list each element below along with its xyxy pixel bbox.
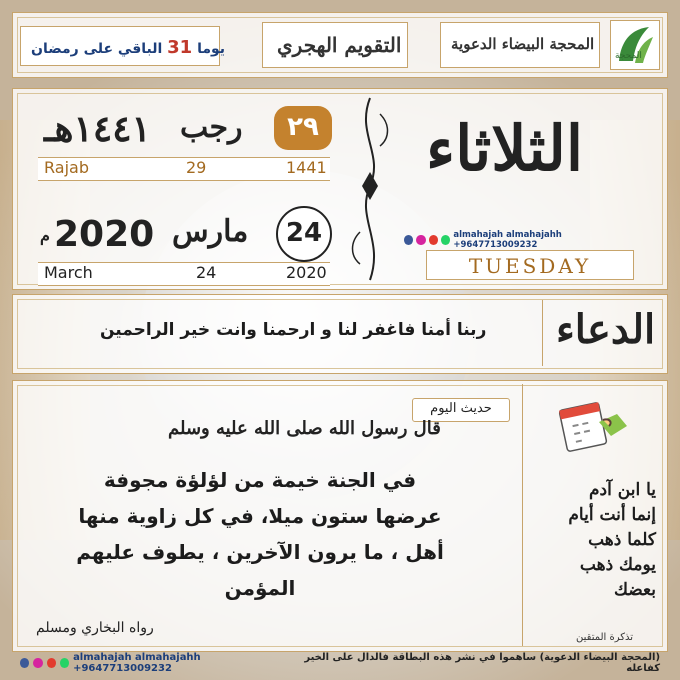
reminder-line: إنما أنت أيام xyxy=(568,505,656,525)
gregorian-month: مارس xyxy=(172,214,249,249)
hadith-label: حديث اليوم xyxy=(430,401,492,416)
weekday-arabic: الثلاثاء xyxy=(426,112,584,185)
gregorian-day: 24 xyxy=(285,218,323,248)
calendar-hand-icon xyxy=(555,392,633,462)
facebook-icon xyxy=(20,658,29,668)
calendar-title: التقويم الهجري xyxy=(277,33,402,57)
brand-frame xyxy=(440,22,600,68)
ornament-divider-icon xyxy=(346,94,394,284)
gregorian-day-num: 24 xyxy=(196,263,217,282)
hijri-year-num: 1441 xyxy=(286,158,327,177)
footer xyxy=(20,652,660,674)
hadith-intro: قال رسول الله صلى الله عليه وسلم xyxy=(168,418,441,439)
hadith-line: في الجنة خيمة من لؤلؤة مجوفة xyxy=(103,468,417,492)
reminder-line: يومك ذهب xyxy=(579,555,656,575)
hadith-line: أهل ، ما يرون الآخرين ، يطوف عليهم xyxy=(76,540,444,564)
hijri-day-num: 29 xyxy=(186,158,207,177)
logo-mark-icon xyxy=(611,21,659,69)
whatsapp-icon xyxy=(441,235,450,245)
whatsapp-icon xyxy=(60,658,69,668)
hijri-month-en: Rajab xyxy=(44,158,89,177)
hadith-narrator: رواه البخاري ومسلم xyxy=(36,620,154,636)
ramadan-countdown xyxy=(20,26,226,66)
hadith-line: عرضها ستون ميلا، في كل زاوية منها xyxy=(78,504,442,528)
calendar-title-frame xyxy=(262,22,408,68)
youtube-icon xyxy=(429,235,438,245)
footer-note: (المحجة البيضاء الدعوية) ساهموا في نشر هذه البطاقة فالدال على الخير كفاعله xyxy=(304,652,661,674)
social-row xyxy=(404,230,636,250)
instagram-icon xyxy=(416,235,425,245)
hijri-year: ١٤٤١هـ xyxy=(44,108,151,150)
instagram-icon xyxy=(33,658,42,668)
gregorian-year-num: 2020 xyxy=(286,263,327,282)
countdown-days: 31 xyxy=(167,37,193,58)
reminder-text xyxy=(536,478,656,603)
hadith-body xyxy=(60,462,460,606)
hadith-line: المؤمن xyxy=(224,576,296,600)
reminder-line: بعضك xyxy=(613,580,656,600)
youtube-icon xyxy=(47,658,56,668)
gregorian-day-badge xyxy=(276,206,332,262)
weekday-english: TUESDAY xyxy=(468,254,592,278)
hijri-day-badge xyxy=(274,106,332,150)
countdown-prefix: الباقي على رمضان xyxy=(31,41,163,57)
gregorian-month-en: March xyxy=(44,263,93,282)
countdown-suffix: يوما xyxy=(197,41,226,57)
logo-text: المحجة xyxy=(615,51,642,61)
reminder-caption: تذكرة المتقين xyxy=(576,632,634,643)
reminder-line: كلما ذهب xyxy=(588,530,656,550)
hijri-month: رجب xyxy=(180,110,243,145)
weekday-english-frame xyxy=(426,250,634,280)
gregorian-year: 2020 xyxy=(54,214,155,255)
facebook-icon xyxy=(404,235,413,245)
hijri-day: ٢٩ xyxy=(287,112,319,142)
dua-title: الدعاء xyxy=(556,306,656,353)
dua-text: ربنا أمنا فاغفر لنا و ارحمنا وانت خير الراحمين xyxy=(100,320,487,340)
logo xyxy=(610,20,660,70)
gregorian-year-suffix: م xyxy=(40,226,50,245)
reminder-line: يا ابن آدم xyxy=(589,480,656,500)
social-handles: almahajah almahajahh +9647713009232 xyxy=(453,230,562,250)
brand-name: المحجة البيضاء الدعوية xyxy=(451,35,595,53)
footer-contact: almahajah almahajahh +9647713009232 xyxy=(73,652,201,674)
